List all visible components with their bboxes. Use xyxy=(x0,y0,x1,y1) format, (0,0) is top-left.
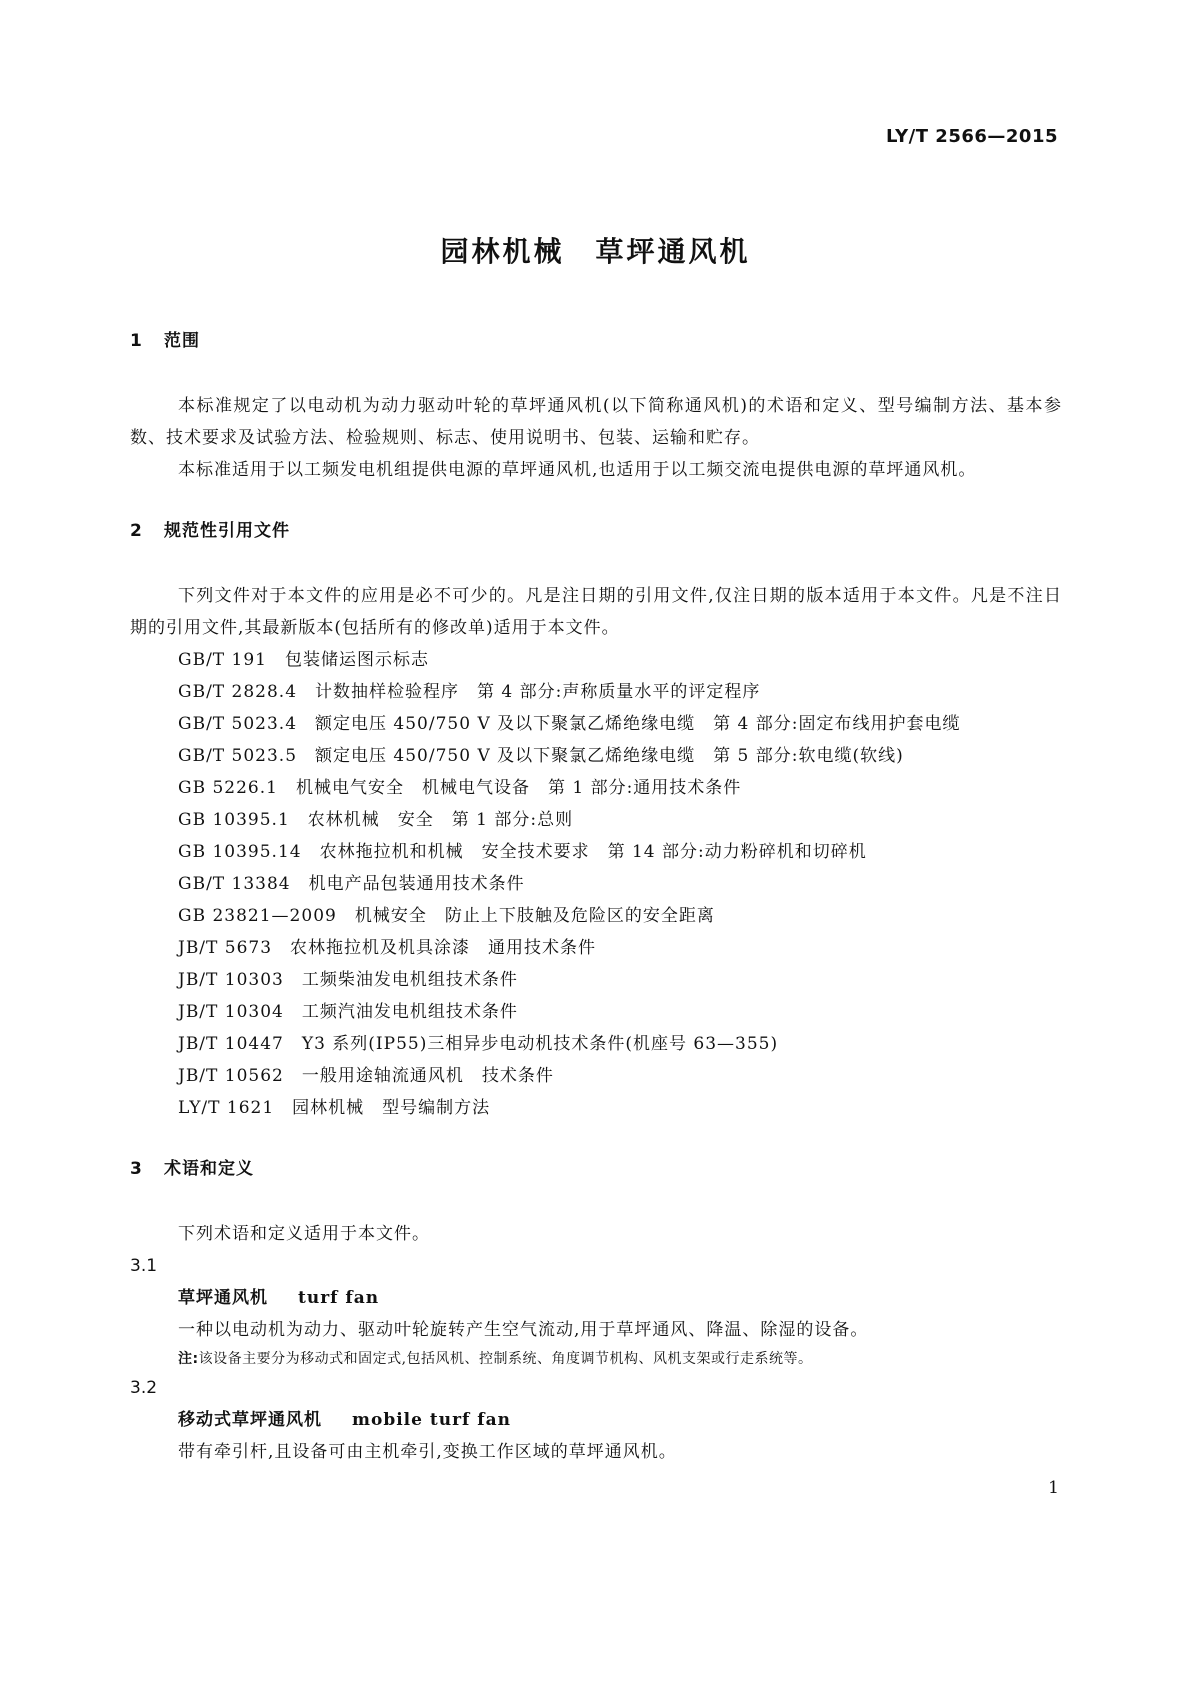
document-body xyxy=(130,330,1062,1468)
section-heading-terms xyxy=(130,1158,1062,1180)
terms-intro: 下列术语和定义适用于本文件。 xyxy=(178,1224,430,1244)
section-heading-scope xyxy=(130,330,1062,352)
page-number: 1 xyxy=(1048,1478,1059,1498)
reference-item: JB/T 5673 农林拖拉机及机具涂漆 通用技术条件 xyxy=(178,938,597,958)
term-number: 3.1 xyxy=(130,1256,158,1276)
standard-code: LY/T 2566—2015 xyxy=(885,126,1058,147)
section-title: 术语和定义 xyxy=(164,1159,254,1179)
reference-item: JB/T 10562 一般用途轴流通风机 技术条件 xyxy=(178,1066,554,1086)
term-note xyxy=(130,1346,1062,1372)
term-number: 3.2 xyxy=(130,1378,158,1398)
reference-item: JB/T 10303 工频柴油发电机组技术条件 xyxy=(178,970,518,990)
term-name-en: mobile turf fan xyxy=(352,1410,511,1430)
term-definition: 一种以电动机为动力、驱动叶轮旋转产生空气流动,用于草坪通风、降温、除湿的设备。 xyxy=(178,1320,869,1340)
reference-item: GB 10395.14 农林拖拉机和机械 安全技术要求 第 14 部分:动力粉碎机和切碎机 xyxy=(178,842,867,862)
document-title: 园林机械 草坪通风机 xyxy=(440,235,751,268)
scope-paragraph: 本标准适用于以工频发电机组提供电源的草坪通风机,也适用于以工频交流电提供电源的草坪通风机。 xyxy=(178,460,977,480)
references-intro: 下列文件对于本文件的应用是必不可少的。凡是注日期的引用文件,仅注日期的版本适用于本文件。凡是不注日期的引用文件,其最新版本(包括所有的修改单)适用于本文件。 xyxy=(130,586,1062,638)
note-label: 注: xyxy=(178,1351,199,1367)
reference-item: GB/T 191 包装储运图示标志 xyxy=(178,650,429,670)
reference-item: JB/T 10447 Y3 系列(IP55)三相异步电动机技术条件(机座号 63—355) xyxy=(178,1034,779,1054)
reference-item: GB/T 2828.4 计数抽样检验程序 第 4 部分:声称质量水平的评定程序 xyxy=(178,682,761,702)
reference-item: GB/T 13384 机电产品包装通用技术条件 xyxy=(178,874,525,894)
reference-item: LY/T 1621 园林机械 型号编制方法 xyxy=(178,1098,491,1118)
reference-item: GB/T 5023.4 额定电压 450/750 V 及以下聚氯乙烯绝缘电缆 第 4 部分:固定布线用护套电缆 xyxy=(178,714,961,734)
term-name-zh: 移动式草坪通风机 xyxy=(178,1410,322,1430)
reference-item: GB 23821—2009 机械安全 防止上下肢触及危险区的安全距离 xyxy=(178,906,715,926)
term-definition: 带有牵引杆,且设备可由主机牵引,变换工作区域的草坪通风机。 xyxy=(178,1442,677,1462)
term-name-zh: 草坪通风机 xyxy=(178,1288,268,1308)
term-name xyxy=(130,1282,1062,1314)
reference-item: GB 10395.1 农林机械 安全 第 1 部分:总则 xyxy=(178,810,574,830)
scope-paragraph: 本标准规定了以电动机为动力驱动叶轮的草坪通风机(以下简称通风机)的术语和定义、型号编制方法、基本参数、技术要求及试验方法、检验规则、标志、使用说明书、包装、运输和贮存。 xyxy=(130,396,1062,448)
section-heading-normative-references xyxy=(130,520,1062,542)
section-title: 规范性引用文件 xyxy=(164,521,290,541)
section-number: 2 xyxy=(130,521,143,541)
note-text: 该设备主要分为移动式和固定式,包括风机、控制系统、角度调节机构、风机支架或行走系统等。 xyxy=(198,1351,813,1367)
section-title: 范围 xyxy=(164,331,200,351)
term-name-en: turf fan xyxy=(298,1288,380,1308)
reference-item: GB 5226.1 机械电气安全 机械电气设备 第 1 部分:通用技术条件 xyxy=(178,778,742,798)
section-number: 1 xyxy=(130,331,143,351)
section-number: 3 xyxy=(130,1159,143,1179)
term-name xyxy=(130,1404,1062,1436)
reference-item: JB/T 10304 工频汽油发电机组技术条件 xyxy=(178,1002,518,1022)
reference-item: GB/T 5023.5 额定电压 450/750 V 及以下聚氯乙烯绝缘电缆 第 5 部分:软电缆(软线) xyxy=(178,746,904,766)
